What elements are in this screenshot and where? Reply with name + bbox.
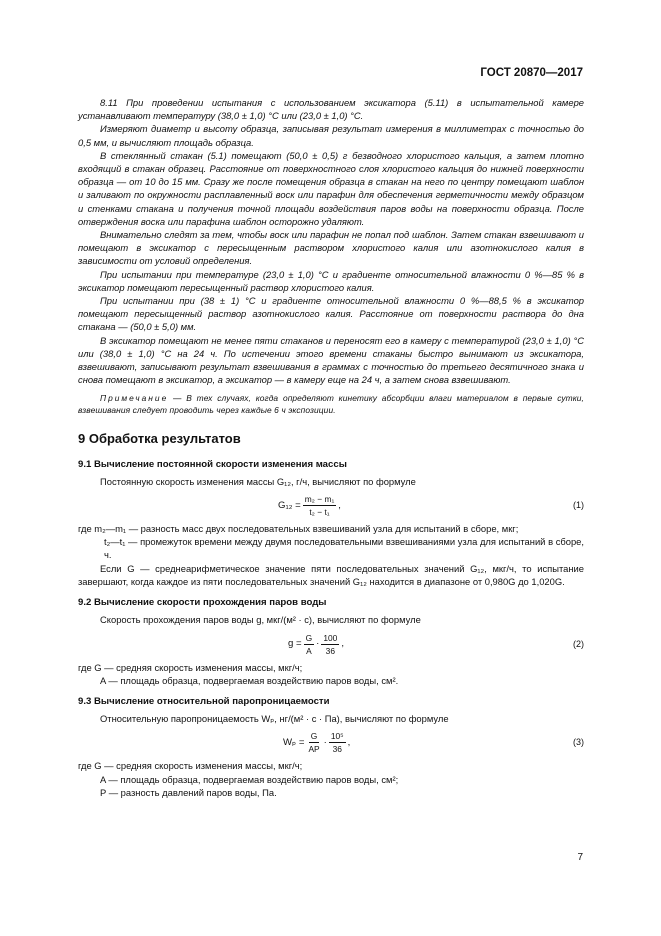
formula-2-lhs: g = [288, 638, 302, 650]
section-9-3-title: 9.3 Вычисление относительной паропроницаемости [78, 695, 330, 707]
section-9-2-intro: Скорость прохождения паров воды g, мкг/(м² · с), вычисляют по формуле [100, 614, 421, 626]
section-9-1-criterion: Если G — среднеарифметическое значение пяти последовательных значений G₁₂, мкг/ч, то испытание завершают, когда каждое из пяти последовательных значений G₁₂ находится в диапазоне от 0,980G до 1,020G. [78, 562, 584, 587]
legend-m2-m1-text: — разность масс двух последовательных взвешиваний узла для испытаний в сборе, мкг; [126, 523, 519, 535]
section-9-1-intro: Постоянную скорость изменения массы G₁₂, г/ч, вычисляют по формуле [100, 475, 416, 487]
formula-2-tail: , [341, 638, 344, 650]
formula-2-numerator-2: 100 [323, 632, 338, 643]
formula-3-denominator-1: AP [308, 744, 320, 755]
legend-3-g: где G — средняя скорость изменения массы, мкг/ч; [78, 760, 303, 772]
formula-3 [78, 727, 584, 757]
paragraph-test-23: При испытании при температуре (23,0 ± 1,0) °С и градиенте относительной влажности 0 %—85 % в эксикатор помещают пересыщенный раствор хлористого калия. [78, 268, 584, 293]
formula-3-legend [78, 759, 584, 799]
paragraph-measure: Измеряют диаметр и высоту образца, записывая результат измерения в миллиметрах с точностью до 0,5 мм, и вычисляют площадь образца. [78, 123, 584, 148]
paragraph-weighing: Внимательно следят за тем, чтобы воск или парафин не попал под шаблон. Затем стакан взвешивают и помещают в эксикатор с пересыщенным раствором хлористого калия или азотнокислого калия в зависимости от условий определения. [78, 229, 584, 267]
page-number: 7 [577, 852, 583, 863]
formula-1-legend [78, 522, 584, 562]
legend-2-a: A — площадь образца, подвергаемая воздействию паров воды, см². [100, 674, 399, 686]
paragraph-test-38: При испытании при (38 ± 1) °С и градиенте относительной влажности 0 %—88,5 % в эксикатор помещают пересыщенный раствор азотнокислого калия. Расстояние от поверхности раствора до дна стакана — (50,0 ± 5,0) мм. [78, 295, 584, 333]
equation-number-3: (3) [573, 737, 584, 748]
note-label: Примечание [100, 393, 169, 404]
paragraph-8-11: 8.11 При проведении испытания с использованием эксикатора (5.11) в испытательной камере устанавливают температуру (38,0 ± 1,0) °С или (23,0 ± 1,0) °С. [78, 97, 584, 122]
legend-3-a: A — площадь образца, подвергаемая воздействию паров воды, см²; [100, 773, 399, 785]
legend-m2-m1 [78, 522, 584, 535]
formula-3-fraction-2 [329, 731, 346, 754]
formula-3-body [283, 731, 350, 754]
formula-3-fraction-1 [306, 731, 321, 754]
formula-1-fraction [303, 494, 337, 517]
formula-1-numerator: m₂ − m₁ [304, 494, 335, 505]
note-text: — В тех случаях, когда определяют кинетику абсорбции влаги материалом в первые сутки, взвешивания следует проводить через каждые 6 ч экспозиции. [78, 393, 584, 416]
formula-3-denominator-2: 36 [332, 744, 342, 755]
formula-1-denominator: t₂ − t₁ [309, 507, 330, 518]
legend-t2-t1-text: — промежуток времени между двумя последовательными взвешиваниями узла для испытаний в сборе, ч. [104, 536, 584, 561]
formula-2 [78, 629, 584, 659]
formula-3-dot: · [323, 737, 327, 749]
equation-number-2: (2) [573, 638, 584, 649]
formula-3-tail: , [347, 737, 351, 749]
legend-3-p: P — разность давлений паров воды, Па. [100, 786, 277, 798]
section-9-1-title: 9.1 Вычисление постоянной скорости изменения массы [78, 458, 347, 470]
formula-1-body [278, 494, 341, 517]
document-body [78, 96, 584, 799]
formula-3-numerator-1: G [310, 731, 318, 742]
formula-1-tail: , [338, 499, 341, 511]
section-9-3-intro: Относительную паропроницаемость Wₚ, нг/(м² · с · Па), вычисляют по формуле [100, 713, 449, 725]
document-code-header: ГОСТ 20870—2017 [480, 67, 583, 79]
legend-t2-t1 [78, 535, 584, 561]
formula-2-denominator-1: A [306, 645, 312, 656]
formula-1 [78, 490, 584, 520]
formula-1-lhs: G₁₂ = [278, 499, 301, 511]
formula-2-fraction-2 [321, 633, 339, 656]
formula-3-numerator-2: 10⁵ [330, 731, 344, 742]
legend-t2-t1-symbol: t₂—t₁ [104, 536, 126, 548]
equation-number-1: (1) [573, 500, 584, 511]
formula-2-denominator-2: 36 [325, 645, 335, 656]
formula-2-fraction-1 [304, 633, 315, 656]
formula-2-legend [78, 661, 584, 687]
legend-m2-m1-symbol: где m₂—m₁ [78, 523, 127, 535]
note [78, 392, 584, 416]
paragraph-desiccator: В эксикатор помещают не менее пяти стаканов и переносят его в камеру с температурой (23,0 ± 1,0) °С или (38,0 ± 1,0) °С на 24 ч. По истечении этого времени стаканы быстро вынимают из эксикатора, взвешивают, записывают результат взвешивания в граммах с точностью до третьего десятичного знака и снова помещают в эксикатор, а эксикатор — в камеру еще на 24 ч, а затем снова взвешивают. [78, 334, 584, 386]
formula-2-dot: · [316, 638, 320, 650]
section-9-title: 9 Обработка результатов [78, 431, 241, 447]
formula-2-numerator-1: G [305, 632, 313, 643]
legend-2-g: где G — средняя скорость изменения массы, мкг/ч; [78, 661, 303, 673]
paragraph-glass-cup: В стеклянный стакан (5.1) помещают (50,0 ± 0,5) г безводного хлористого кальция, а затем плотно входящий в стакан образец. Расстояние от поверхностного слоя хлористого кальция до нижней поверхности образца — от 10 до 15 мм. Сразу же после помещения образца в стакан на него по центру помещают шаблон и заливают по окружности расплавленный воск или парафин для обеспечения герметичности между образцом и стенками стакана и получения точной площади воздействия паров воды на поверхности образца. После отверждения воска или парафина шаблон осторожно удаляют. [78, 149, 584, 227]
section-9-2-title: 9.2 Вычисление скорости прохождения паров воды [78, 597, 327, 609]
formula-2-body [288, 633, 344, 656]
formula-3-lhs: Wₚ = [283, 737, 305, 749]
